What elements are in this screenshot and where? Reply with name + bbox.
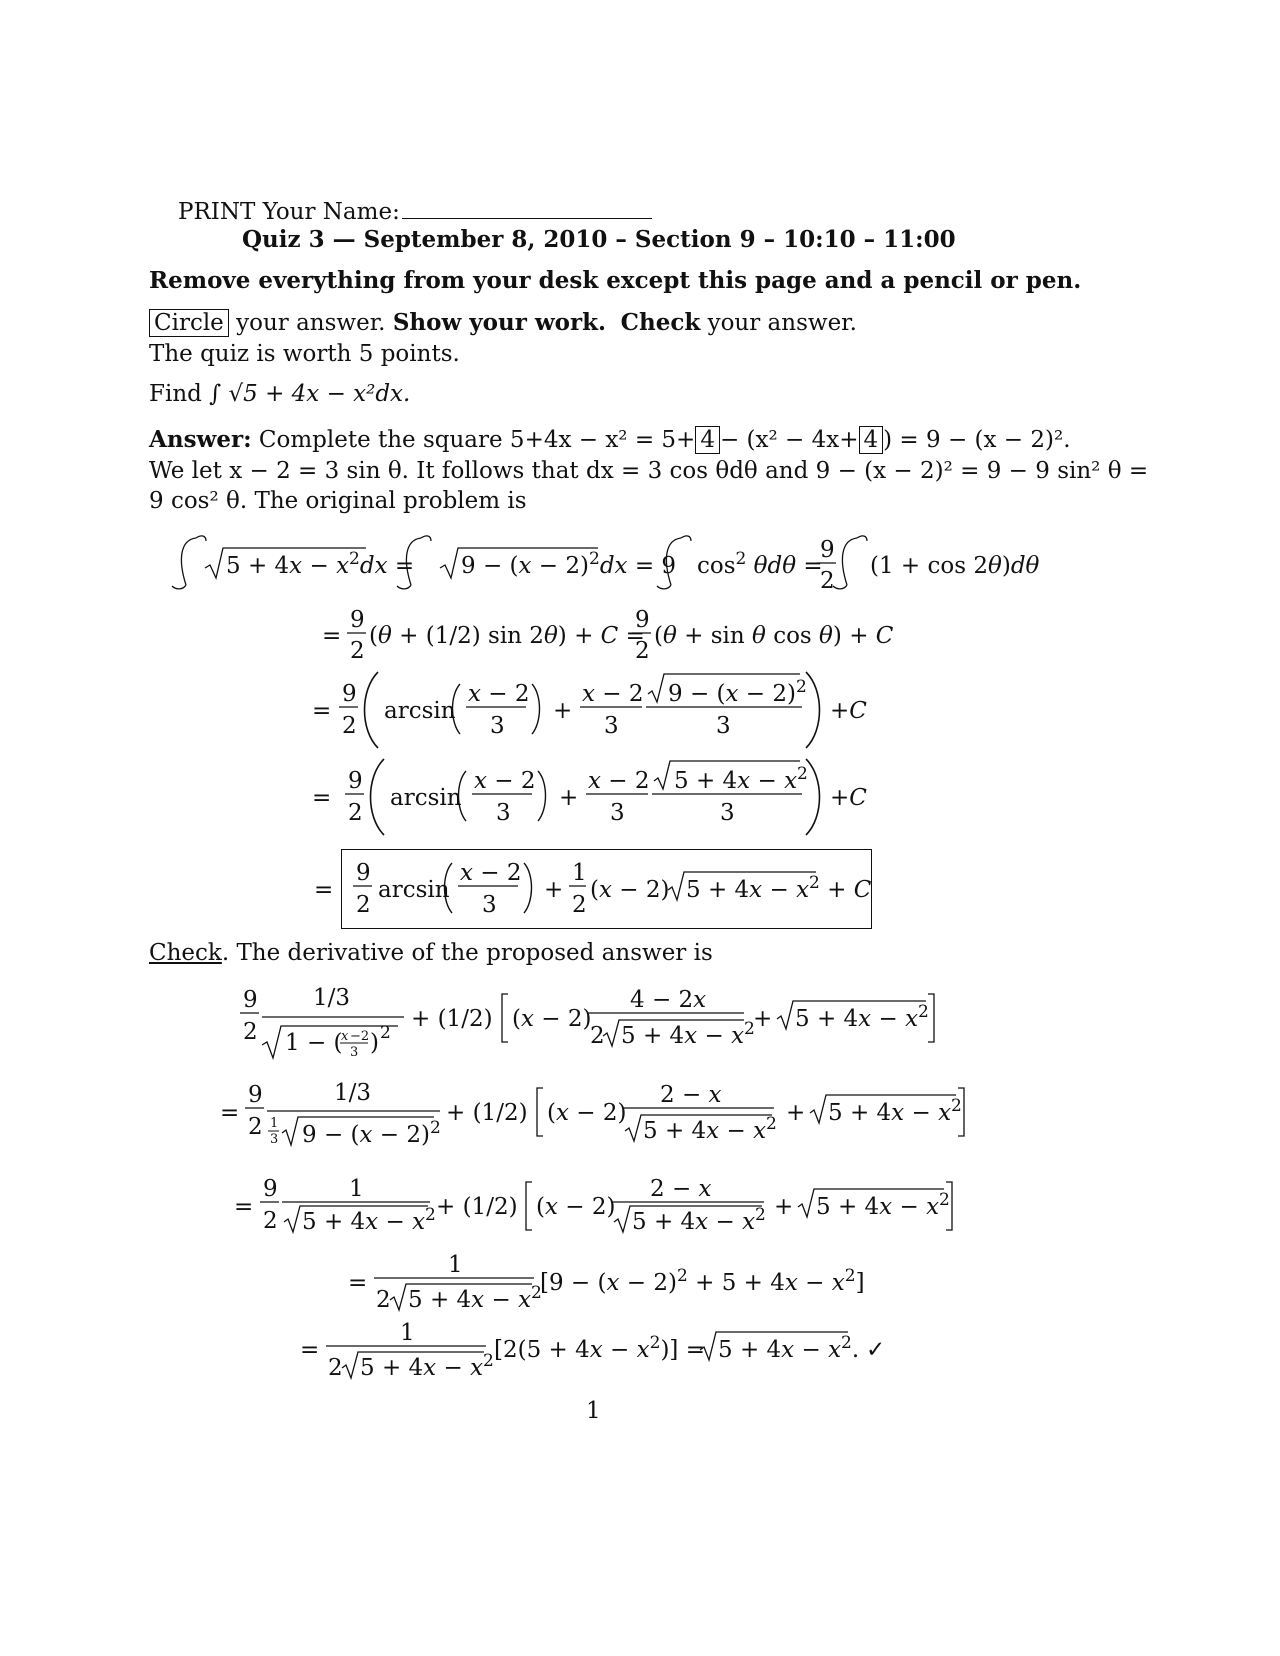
problem-integral: ∫ √5 + 4x − x²dx.: [209, 381, 411, 407]
remove-instruction: Remove everything from your desk except this page and a pencil or pen.: [149, 267, 1082, 294]
svg-text:5 + 4x − x2 + C: $5 + 4x - x^2 + C$: [686, 873, 872, 903]
svg-text:2: 2: [328, 1355, 343, 1381]
eq2-theta-sin-cos: (θ + sin θ cos θ) + C: [654, 623, 894, 649]
svg-text:3: 3: [490, 713, 505, 739]
checkmark-icon: ✓: [866, 1337, 886, 1363]
svg-text:9: 9: [243, 987, 258, 1013]
find-label: Find: [149, 381, 202, 407]
svg-text:+: +: [774, 1194, 794, 1220]
svg-text:2: 2: [350, 638, 365, 664]
svg-text:3: 3: [716, 713, 731, 739]
quiz-title: Quiz 3 — September 8, 2010 – Section 9 – 10:10 – 11:00: [242, 226, 956, 253]
svg-text:): ): [370, 1030, 379, 1056]
svg-text:2: 2: [356, 892, 371, 918]
show-work-text: Show your work.: [392, 309, 607, 336]
eq1-sqrt-5-4x: $5 + 4x - x^2dx$ =: [226, 549, 415, 579]
svg-text:+: +: [559, 785, 579, 811]
answer-line-3: 9 cos² θ. The original problem is: [149, 488, 527, 514]
svg-text:3: 3: [604, 713, 619, 739]
svg-text:−2: −2: [350, 1029, 370, 1044]
final-answer-sqrt-term: (x − 2): [590, 877, 670, 903]
svg-text:x − 2: x − 2: [588, 768, 650, 794]
svg-text:1: 1: [572, 860, 587, 886]
svg-text:x − 2: x − 2: [582, 681, 644, 707]
svg-text:3: 3: [482, 892, 497, 918]
eq1-half-angle: (1 + cos 2θ)dθ: [870, 553, 1040, 579]
frac-9-over-2: 9: [820, 537, 835, 563]
svg-text:=: =: [312, 698, 332, 724]
svg-text:5 + 4x − x2: $5 + 4x - x^2$: [828, 1096, 962, 1126]
eq1-cos-squared: $\cos^2 \theta d\theta$ =: [697, 549, 823, 579]
svg-text:2: 2: [635, 638, 650, 664]
svg-text:1: 1: [270, 1116, 279, 1131]
svg-text:1 − (: 1 − (: [285, 1030, 343, 1056]
svg-text:x: x: [341, 1029, 349, 1044]
svg-text:9 − (x − 2)2: $9 - (x - 2)^2$: [668, 677, 807, 707]
svg-text:5 + 4x − x2: $5 + 4x - x^2$: [795, 1002, 929, 1032]
svg-text:x − 2: x − 2: [474, 768, 536, 794]
svg-text:3: 3: [270, 1132, 279, 1147]
complete-square-result: ) = 9 − (x − 2)².: [883, 427, 1071, 453]
svg-text:2: 2: [380, 1023, 391, 1043]
svg-text:+C: +C: [830, 785, 867, 811]
page-number: 1: [586, 1398, 601, 1424]
complete-square-text: Complete the square 5+4x − x² = 5+: [258, 427, 696, 453]
svg-text:1/3: 1/3: [313, 985, 351, 1011]
svg-text:+ (1/2): + (1/2): [446, 1100, 528, 1126]
svg-text:1: 1: [448, 1252, 463, 1278]
circle-word-box: Circle: [149, 309, 229, 337]
eq3-arcsin: arcsin: [384, 698, 456, 724]
boxed-four-2: 4: [859, 426, 884, 454]
svg-text:+: +: [753, 1006, 773, 1032]
svg-text:[9 − (x − 2)2 + 5 + 4x − x2]: $[9 - (x - 2)^2 + 5 + 4x - x^2]$: [540, 1266, 865, 1296]
svg-text:1: 1: [349, 1176, 364, 1202]
svg-text:9: 9: [342, 681, 357, 707]
check-text: . The derivative of the proposed answer is: [221, 940, 713, 966]
svg-text:2: 2: [590, 1023, 605, 1049]
svg-text:4 − 2x: 4 − 2x: [630, 987, 707, 1013]
svg-text:(x − 2): (x − 2): [536, 1194, 616, 1220]
svg-text:5 + 4x − x2: $5 + 4x - x^2$: [816, 1190, 950, 1220]
svg-text:3: 3: [720, 800, 735, 826]
svg-text:+: +: [786, 1100, 806, 1126]
svg-text:5 + 4x − x2: $5 + 4x - x^2$: [643, 1114, 777, 1144]
svg-text:1: 1: [400, 1320, 415, 1346]
svg-text:2: 2: [243, 1019, 258, 1045]
your-answer-text-2: your answer.: [707, 310, 857, 336]
svg-text:9: 9: [348, 768, 363, 794]
svg-text:=: =: [234, 1194, 254, 1220]
svg-text:=: =: [314, 877, 334, 903]
final-answer-arcsin: arcsin: [378, 877, 450, 903]
eq1-sqrt-9: $9 - (x - 2)^2dx = 9$: [461, 549, 677, 579]
svg-text:2 − x: 2 − x: [650, 1176, 712, 1202]
svg-text:5 + 4x − x2: $5 + 4x - x^2$: [302, 1205, 436, 1235]
svg-text:(x − 2): (x − 2): [547, 1100, 627, 1126]
your-answer-text: your answer.: [236, 310, 386, 336]
svg-text:5 + 4x − x2: $5 + 4x - x^2$: [360, 1351, 494, 1381]
svg-text:3: 3: [610, 800, 625, 826]
svg-text:+ (1/2): + (1/2): [436, 1194, 518, 1220]
svg-text:2: 2: [263, 1208, 278, 1234]
svg-text:arcsin: arcsin: [390, 785, 462, 811]
check-word: Check: [620, 309, 701, 336]
svg-text:5 + 4x − x2: $5 + 4x - x^2$: [674, 764, 808, 794]
answer-line-2: We let x − 2 = 3 sin θ. It follows that dx = 3 cos θdθ and 9 − (x − 2)² = 9 − 9 sin² θ =: [149, 458, 1149, 484]
svg-text:2: 2: [572, 892, 587, 918]
svg-text:x − 2: x − 2: [460, 860, 522, 886]
svg-text:9: 9: [248, 1082, 263, 1108]
svg-text:2: 2: [348, 800, 363, 826]
svg-text:5 + 4x − x2: $5 + 4x - x^2$: [632, 1205, 766, 1235]
svg-text:=: =: [348, 1270, 368, 1296]
svg-text:1/3: 1/3: [334, 1080, 372, 1106]
boxed-four-1: 4: [695, 426, 720, 454]
svg-text:2: 2: [820, 568, 835, 594]
check-label: Check: [149, 940, 222, 966]
svg-text:+: +: [544, 877, 564, 903]
svg-text:3: 3: [496, 800, 511, 826]
complete-square-mid: − (x² − 4x+: [719, 427, 859, 453]
svg-text:+C: +C: [830, 698, 867, 724]
svg-text:x − 2: x − 2: [468, 681, 530, 707]
answer-label: Answer:: [149, 426, 252, 453]
svg-text:9: 9: [263, 1176, 278, 1202]
eq2-theta-half-sin: (θ + (1/2) sin 2θ) + C =: [369, 623, 645, 649]
svg-text:(x − 2): (x − 2): [512, 1006, 592, 1032]
svg-text:9: 9: [350, 607, 365, 633]
quiz-worth: The quiz is worth 5 points.: [149, 341, 460, 367]
svg-text:=: =: [300, 1337, 320, 1363]
svg-text:3: 3: [350, 1045, 359, 1060]
svg-text:+ (1/2): + (1/2): [411, 1006, 493, 1032]
svg-text:9: 9: [356, 860, 371, 886]
svg-text:2: 2: [342, 713, 357, 739]
svg-text:2: 2: [376, 1287, 391, 1313]
svg-text:9: 9: [635, 607, 650, 633]
svg-text:2: 2: [248, 1114, 263, 1140]
svg-text:+: +: [553, 698, 573, 724]
svg-text:=: =: [220, 1100, 240, 1126]
svg-text:5 + 4x − x2: $5 + 4x - x^2$: [408, 1283, 542, 1313]
svg-text:5 + 4x − x2.: $5 + 4x - x^2$.: [718, 1333, 860, 1363]
svg-text:[2(5 + 4x − x2)] =: $[2(5 + 4x - x^2)]$ =: [494, 1333, 705, 1363]
svg-text:5 + 4x − x2: $5 + 4x - x^2$: [621, 1019, 755, 1049]
svg-text:=: =: [312, 785, 332, 811]
svg-text:9 − (x − 2)2: $9 - (x - 2)^2$: [302, 1118, 441, 1148]
svg-text:=: =: [322, 623, 342, 649]
svg-text:2 − x: 2 − x: [660, 1082, 722, 1108]
name-label: PRINT Your Name:: [178, 199, 400, 225]
